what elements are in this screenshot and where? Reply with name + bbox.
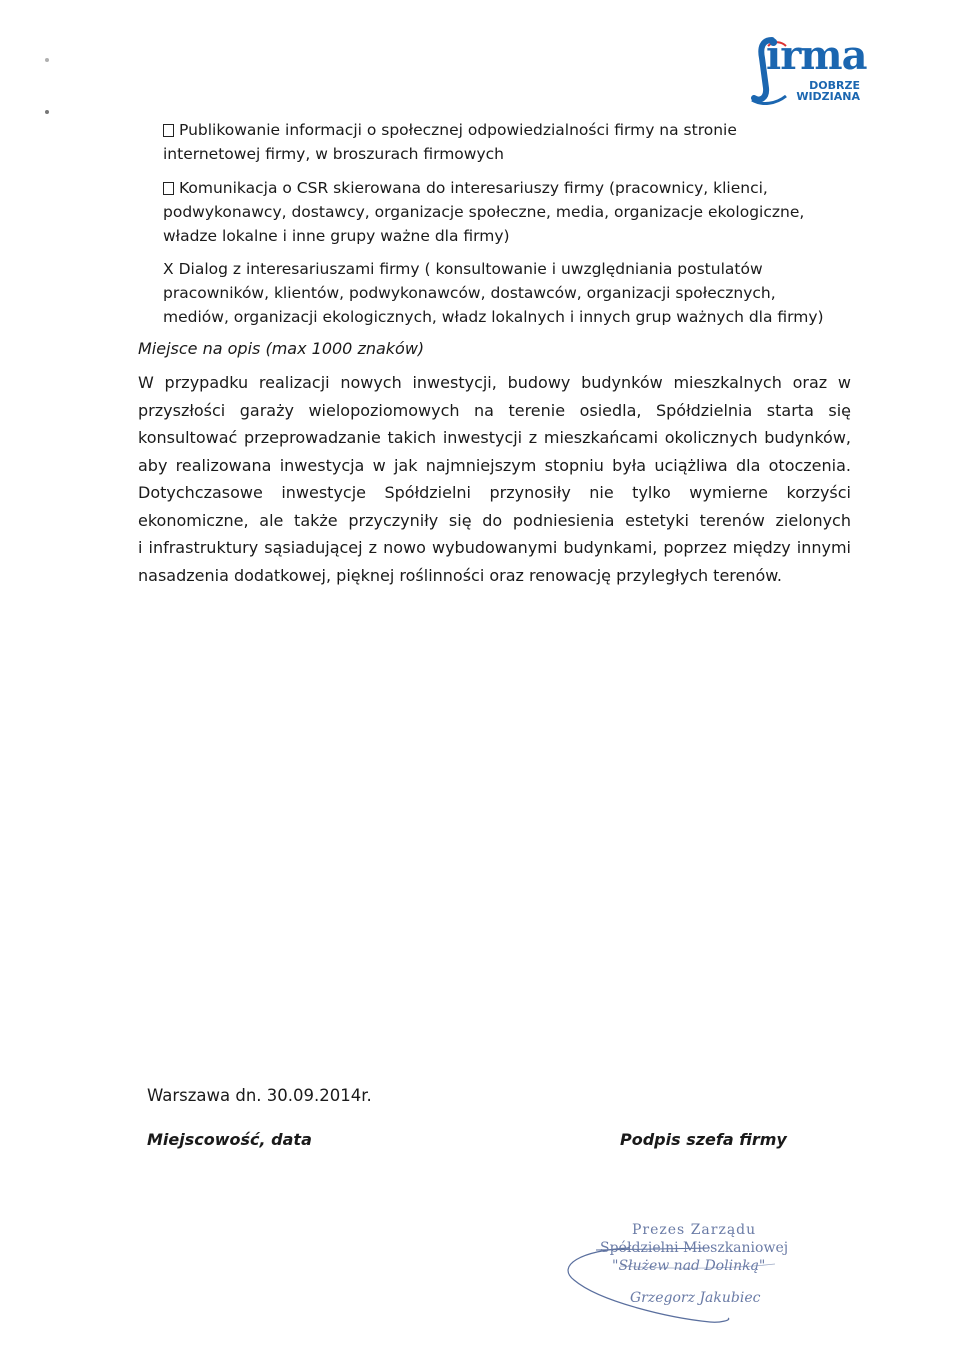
signature-label: Podpis szefa firmy — [620, 1130, 787, 1149]
description-body — [138, 369, 851, 589]
logo-word: irma — [766, 32, 867, 79]
checklist-item — [163, 118, 843, 166]
stamp-title: Prezes Zarządu — [632, 1222, 757, 1238]
margin-mark — [44, 100, 50, 106]
checklist-line: Komunikacja o CSR skierowana do interesariuszy firmy (pracownicy, klienci, — [179, 179, 768, 197]
description-line: W przypadku realizacji nowych inwestycji, budowy budynków mieszkalnych oraz w — [138, 373, 851, 392]
description-line: nasadzenia dodatkowej, pięknej roślinności oraz renowację przyległych terenów. — [138, 565, 782, 585]
stamp-person-name: Grzegorz Jakubiec — [630, 1290, 761, 1306]
stamp-organization: Spółdzielni Mieszkaniowej — [600, 1240, 789, 1256]
description-line: i infrastruktury sąsiadującej z nowo wybudowanymi budynkami, poprzez między innymi — [138, 538, 851, 557]
description-line: Dotychczasowe inwestycje Spółdzielni przynosiły nie tylko wymierne korzyści — [138, 483, 851, 502]
logo-line1: DOBRZE — [809, 79, 860, 92]
checklist-line: mediów, organizacji ekologicznych, władz lokalnych i innych grup ważnych dla firmy) — [163, 308, 824, 326]
place-date-label: Miejscowość, data — [147, 1130, 312, 1149]
description-line: ekonomiczne, ale także przyczyniły się do podniesienia estetyki terenów zielonych — [138, 510, 851, 530]
description-line: konsultować przeprowadzanie takich inwestycji z mieszkańcami okolicznych budynków, — [138, 428, 851, 447]
description-line: aby realizowana inwestycja w jak najmniejszym stopniu była uciążliwa dla otoczenia. — [138, 455, 851, 475]
checkbox-empty-icon — [163, 124, 174, 137]
checkbox-empty-icon — [163, 182, 174, 195]
checklist-line: władze lokalne i inne grupy ważne dla firmy) — [163, 227, 510, 245]
margin-mark — [44, 48, 50, 54]
logo-line2: WIDZIANA — [796, 90, 860, 103]
checklist-line: Dialog z interesariuszami firmy ( konsultowanie i uwzględniania postulatów — [178, 260, 763, 278]
checkbox-mark: X — [163, 260, 174, 278]
description-line: przyszłości garaży wielopoziomowych na terenie osiedla, Spółdzielnia starta się — [138, 400, 851, 420]
checklist-item — [163, 257, 843, 329]
checklist-line: pracowników, klientów, podwykonawców, dostawców, organizacji społecznych, — [163, 284, 776, 302]
company-logo — [748, 32, 867, 108]
stamp-organization-name: "Służew nad Dolinką" — [612, 1258, 766, 1274]
checklist-item — [163, 176, 843, 248]
checklist-line: Publikowanie informacji o społecznej odpowiedzialności firmy na stronie — [179, 121, 737, 139]
description-heading: Miejsce na opis (max 1000 znaków) — [138, 339, 425, 358]
checklist-line: internetowej firmy, w broszurach firmowych — [163, 145, 504, 163]
checklist-line: podwykonawcy, dostawcy, organizacje społeczne, media, organizacje ekologiczne, — [163, 203, 805, 221]
signature-stamp — [560, 1218, 800, 1328]
date-line: Warszawa dn. 30.09.2014r. — [147, 1086, 372, 1105]
